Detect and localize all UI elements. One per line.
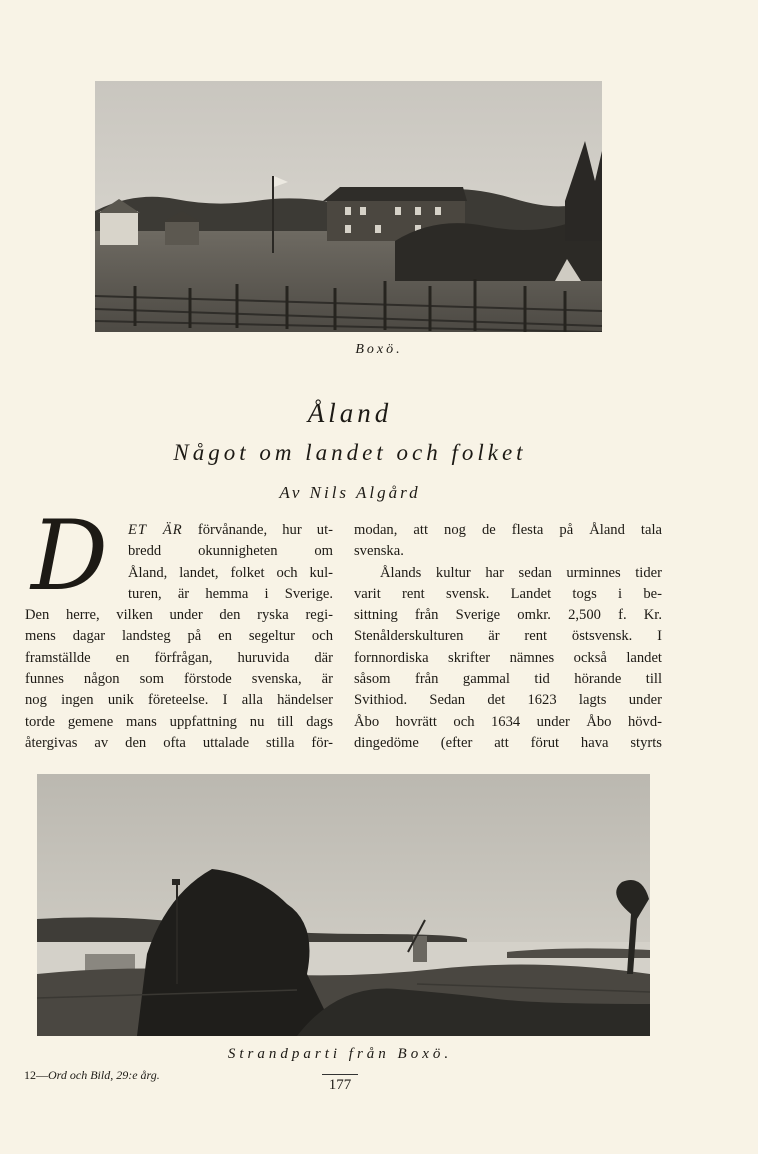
text-column-left xyxy=(25,500,333,754)
signature-mark xyxy=(24,1068,160,1083)
photo-caption-top: Boxö. xyxy=(355,342,403,357)
text-line: Ålands kultur har sedan urminnes tider xyxy=(380,564,662,581)
photo-shoreline xyxy=(37,774,650,1036)
text-line: mens dagar landsteg på en segeltur och xyxy=(25,628,333,645)
signature-text: Ord och Bild, 29:e årg. xyxy=(48,1068,160,1082)
page-number: 177 xyxy=(322,1074,358,1094)
lead-capitals: ET ÄR xyxy=(128,522,183,538)
text-line: torde gemene mans uppfattning nu till dags xyxy=(25,713,333,730)
text-line: turen, är hemma i Sverige. xyxy=(128,585,333,602)
text-line: modan, att nog de flesta på Åland tala xyxy=(354,522,662,538)
signature-number: 12— xyxy=(24,1068,48,1082)
text-line: varit rent svensk. Landet togs i be- xyxy=(354,585,662,602)
text-line: framställde en förfrågan, huruvida där xyxy=(25,649,333,666)
drop-cap-letter: D xyxy=(31,500,108,612)
text-line: nog ingen unik företeelse. I alla händelser xyxy=(25,692,333,709)
text-line: Svithiod. Sedan det 1623 lagts under xyxy=(354,692,662,709)
text-line: Stenålderskulturen är rent östsvensk. I xyxy=(354,628,662,645)
drop-cap xyxy=(25,500,120,612)
text-line: dingedöme (efter att förut hava styrts xyxy=(354,734,662,751)
article-byline: Av Nils Algård xyxy=(279,483,421,502)
text-line: återgivas av den ofta uttalade stilla för- xyxy=(25,734,333,751)
text-line: Åbo hovrätt och 1634 under Åbo hövd- xyxy=(354,713,662,730)
photo-caption-bottom: Strandparti från Boxö. xyxy=(227,1046,453,1062)
lead-line-rest: förvånande, hur ut- xyxy=(182,522,333,538)
article-title: Åland xyxy=(307,398,393,428)
article-subtitle: Något om landet och folket xyxy=(173,440,527,465)
text-line: funnes någon som förstode svenska, är xyxy=(25,671,333,688)
photo-farmstead xyxy=(95,81,602,332)
text-line: svenska. xyxy=(354,543,404,560)
text-line: såsom från gammal tid hörande till xyxy=(354,671,662,688)
text-line: sittning från Sverige omkr. 2,500 f. Kr. xyxy=(354,607,662,624)
text-line: Den herre, vilken under den ryska regi- xyxy=(25,607,333,624)
text-line: Åland, landet, folket och kul- xyxy=(128,564,333,581)
text-line: bredd okunnigheten om xyxy=(128,543,333,560)
text-line: fornnordiska skrifter nämnes också landet xyxy=(354,649,662,666)
text-column-right xyxy=(354,520,662,754)
